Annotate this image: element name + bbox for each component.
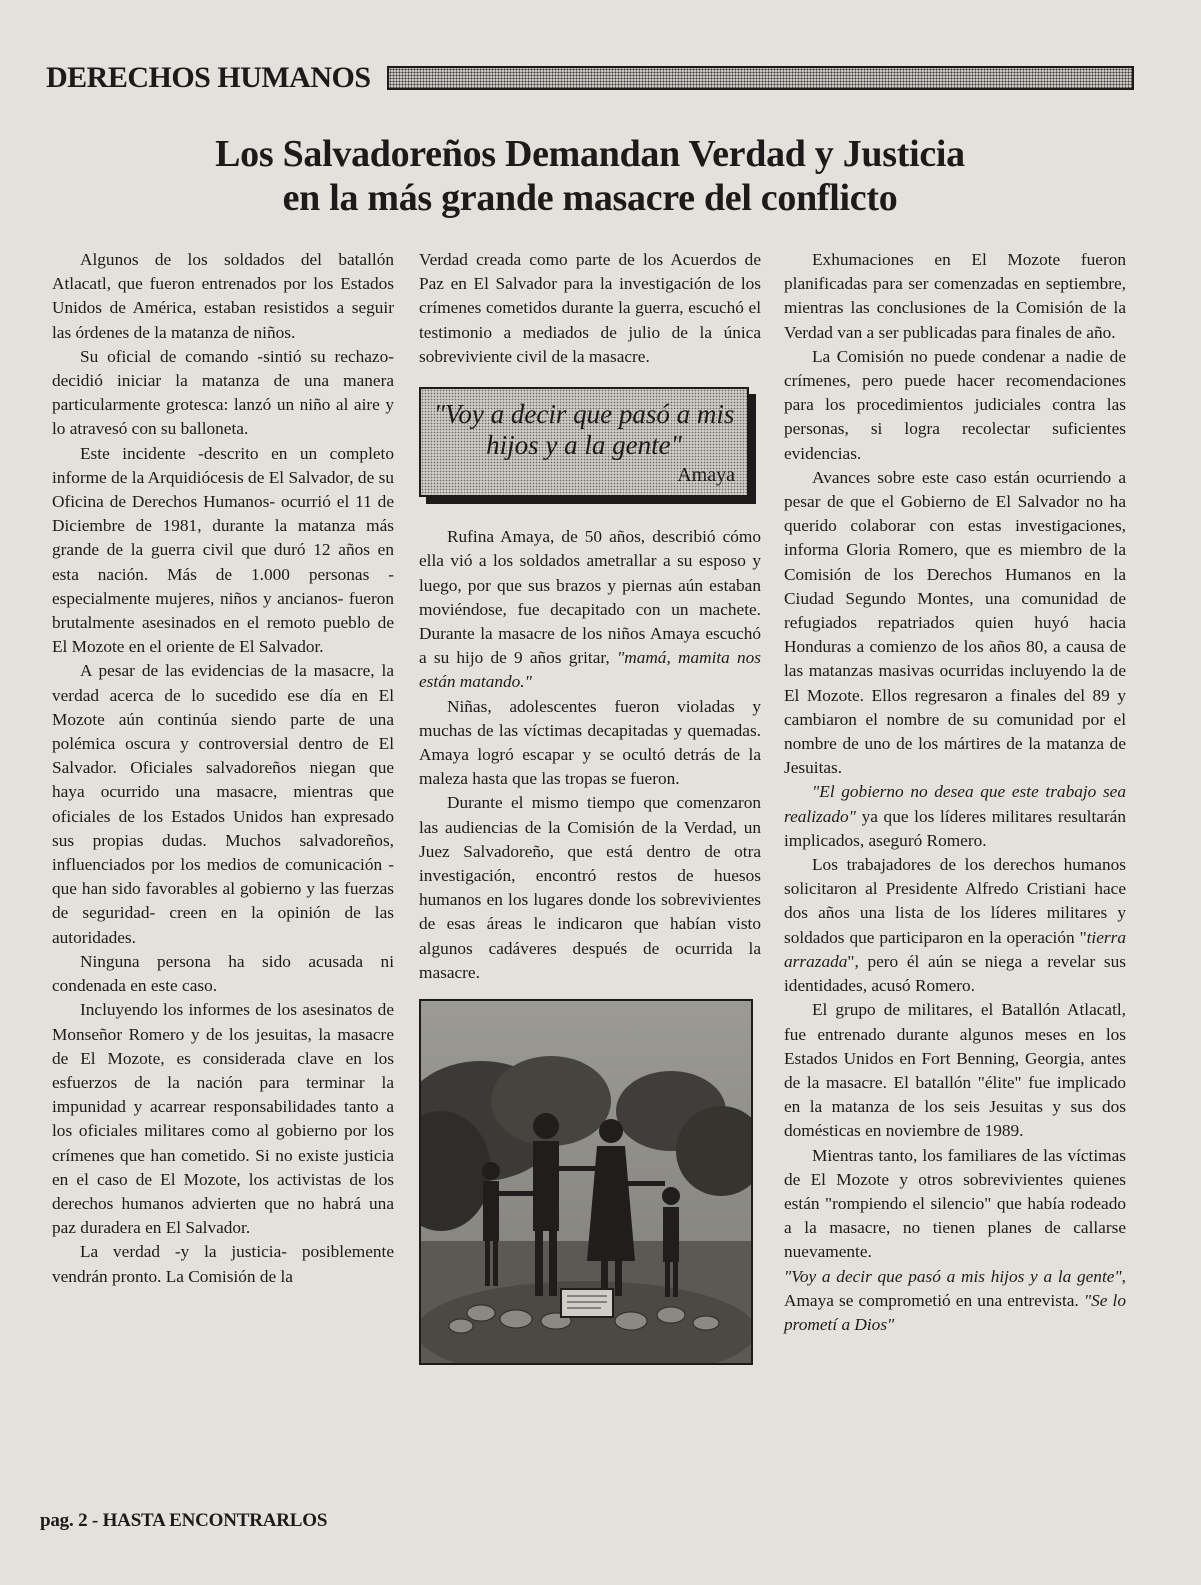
paragraph-text: Rufina Amaya, de 50 años, describió cómo ella vió a los soldados ametrallar a su esposo y luego, por que sus brazos y piernas aún estaban moviéndose, fue decapitado con un machete. Durante la masacre de los niños Amaya escuchó a su hijo de 9 años gritar, <box>419 527 761 668</box>
paragraph-text: ", pero él aún se niega a revelar sus identidades, acusó Romero. <box>784 951 1126 996</box>
paragraph: Algunos de los soldados del batallón Atlacatl, que fueron entrenados por los Estados Unidos de América, estaban resistidos a seguir las órdenes de la matanza de niños. <box>52 250 394 342</box>
paragraph: Avances sobre este caso están ocurriendo a pesar de que el Gobierno de El Salvador no ha querido colaborar con estas investigaciones, informa Gloria Romero, que es miembro de la Comisión de los Derechos Humanos en la Ciudad Segundo Montes, una comunidad de refugiados repatriados quien huyó hacia Honduras a comienzo de los años 80, a causa de las matanzas masivas ocurridas incluyendo la de El Mozote. Ellos regresaron a finales del 89 y cambiaron el nombre de su comunidad por el nombre de uno de los mártires de la matanza de Jesuitas. <box>784 467 1126 778</box>
column-3 <box>784 248 1126 1337</box>
paragraph-text: Los trabajadores de los derechos humanos solicitaron al Presidente Alfredo Cristiani hace dos años una lista de los líderes militares y soldados que participaron en la operación " <box>784 855 1126 947</box>
paragraph: Ninguna persona ha sido acusada ni condenada en este caso. <box>52 951 394 996</box>
paragraph <box>419 525 761 694</box>
paragraph <box>784 780 1126 853</box>
emphasis-text: tierra arrazada <box>784 927 1126 971</box>
paragraph: El grupo de militares, el Batallón Atlacatl, fue entrenado durante algunos meses en los Estados Unidos en Fort Benning, Georgia, antes de la masacre. El batallón "élite" fue implicado en la matanza de los seis Jesuitas y sus dos domésticas en noviembre de 1989. <box>784 1000 1126 1141</box>
paragraph: Exhumaciones en El Mozote fueron planificadas para ser comenzadas en septiembre, mientras las conclusiones de la Comisión de la Verdad van a ser publicadas para finales de año. <box>784 250 1126 342</box>
paragraph-text: , Amaya se comprometió en una entrevista. <box>784 1266 1126 1310</box>
paragraph: Verdad creada como parte de los Acuerdos de Paz en El Salvador para la investigación de los crímenes cometidos durante la guerra, escuchó el testimonio a mediados de julio de la única sobreviviente civil de la masacre. <box>419 250 761 366</box>
column-2 <box>419 248 761 1365</box>
pull-quote-attribution: Amaya <box>677 464 735 487</box>
paragraph: Este incidente -descrito en un completo informe de la Arquidiócesis de El Salvador, de su Oficina de Derechos Humanos- ocurrió el 11 de Diciembre de 1981, durante la matanza más grande de la guerra civil que duró 12 años en esta nación. Más de 1.000 personas -especialmente mujeres, niños y ancianos- fueron brutalmente asesinados en el remoto pueblo de El Mozote en el oriente de El Salvador. <box>52 443 394 657</box>
section-header <box>46 58 1134 98</box>
quote-text: "Se lo prometí a Dios" <box>784 1290 1126 1334</box>
memorial-photo <box>419 999 753 1365</box>
pull-quote-text: "Voy a decir que pasó a mis hijos y a la gente" <box>433 399 735 461</box>
page-footer: pag. 2 - HASTA ENCONTRARLOS <box>40 1510 328 1531</box>
pull-quote <box>419 387 749 497</box>
paragraph <box>784 1265 1126 1338</box>
paragraph: Mientras tanto, los familiares de las víctimas de El Mozote y otros sobrevivientes quienes están "rompiendo el silencio" que había rodeado a la masacre, no tienen planes de callarse nuevamente. <box>784 1145 1126 1262</box>
paragraph <box>784 853 1126 998</box>
paragraph: A pesar de las evidencias de la masacre, la verdad acerca de lo sucedido ese día en El Mozote aún continúa siendo parte de una polémica oscura y controversial dentro de El Salvador. Oficiales salvadoreños niegan que haya ocurrido una masacre, mientras que oficiales de los Estados Unidos han expresado sus propias dudas. Muchos salvadoreños, influenciados por los medios de comunicación -que han sido favorables al gobierno y las fuerzas de seguridad- creen en la opinión de las autoridades. <box>52 661 394 947</box>
paragraph: Incluyendo los informes de los asesinatos de Monseñor Romero y de los jesuitas, la masacre de El Mozote, es considerada clave en los esfuerzos de la nación para terminar la impunidad y acarrear responsabilidades tanto a los oficiales militares como al gobierno por los crímenes que han cometido. Si no existe justicia en el caso de El Mozote, los activistas de los derechos humanos advierten que no habrá una paz duradera en El Salvador. <box>52 1000 394 1238</box>
paragraph: Niñas, adolescentes fueron violadas y muchas de las víctimas decapitadas y quemadas. Amaya logró escapar y se ocultó detrás de la maleza hasta que las tropas se fueron. <box>419 696 761 789</box>
paragraph: La Comisión no puede condenar a nadie de crímenes, pero puede hacer recomendaciones para los procedimientos judiciales contra las personas, si logra recolectar suficientes evidencias. <box>784 346 1126 463</box>
headline-line-1: Los Salvadoreños Demandan Verdad y Justicia <box>215 133 965 175</box>
headline-line-2: en la más grande masacre del conflicto <box>282 177 898 219</box>
paragraph: Su oficial de comando -sintió su rechazo- decidió iniciar la matanza de una manera particularmente grotesca: lanzó un niño al aire y lo atravesó con su balloneta. <box>52 346 394 439</box>
paragraph-text: ya que los líderes militares resultarán implicados, aseguró Romero. <box>784 806 1126 850</box>
quote-text: "El gobierno no desea que este trabajo sea realizado" <box>784 782 1126 826</box>
quote-text: "mamá, mamita nos están matando." <box>419 648 762 692</box>
section-title: DERECHOS HUMANOS <box>46 61 371 94</box>
paragraph: Durante el mismo tiempo que comenzaron las audiencias de la Comisión de la Verdad, un Juez Salvadoreño, que está dentro de otra investigación, encontró restos de huesos humanos en los lugares donde los sobrevivientes de esas áreas le indicaron que habían visto algunos cadáveres después de ocurrida la masacre. <box>419 793 761 982</box>
headline <box>60 132 1120 220</box>
paragraph: La verdad -y la justicia- posiblemente vendrán pronto. La Comisión de la <box>52 1242 394 1286</box>
column-1 <box>52 248 394 1289</box>
memorial-photo-image <box>421 1001 751 1363</box>
quote-text: "Voy a decir que pasó a mis hijos y a la gente" <box>784 1266 1122 1286</box>
section-rule <box>387 66 1134 90</box>
